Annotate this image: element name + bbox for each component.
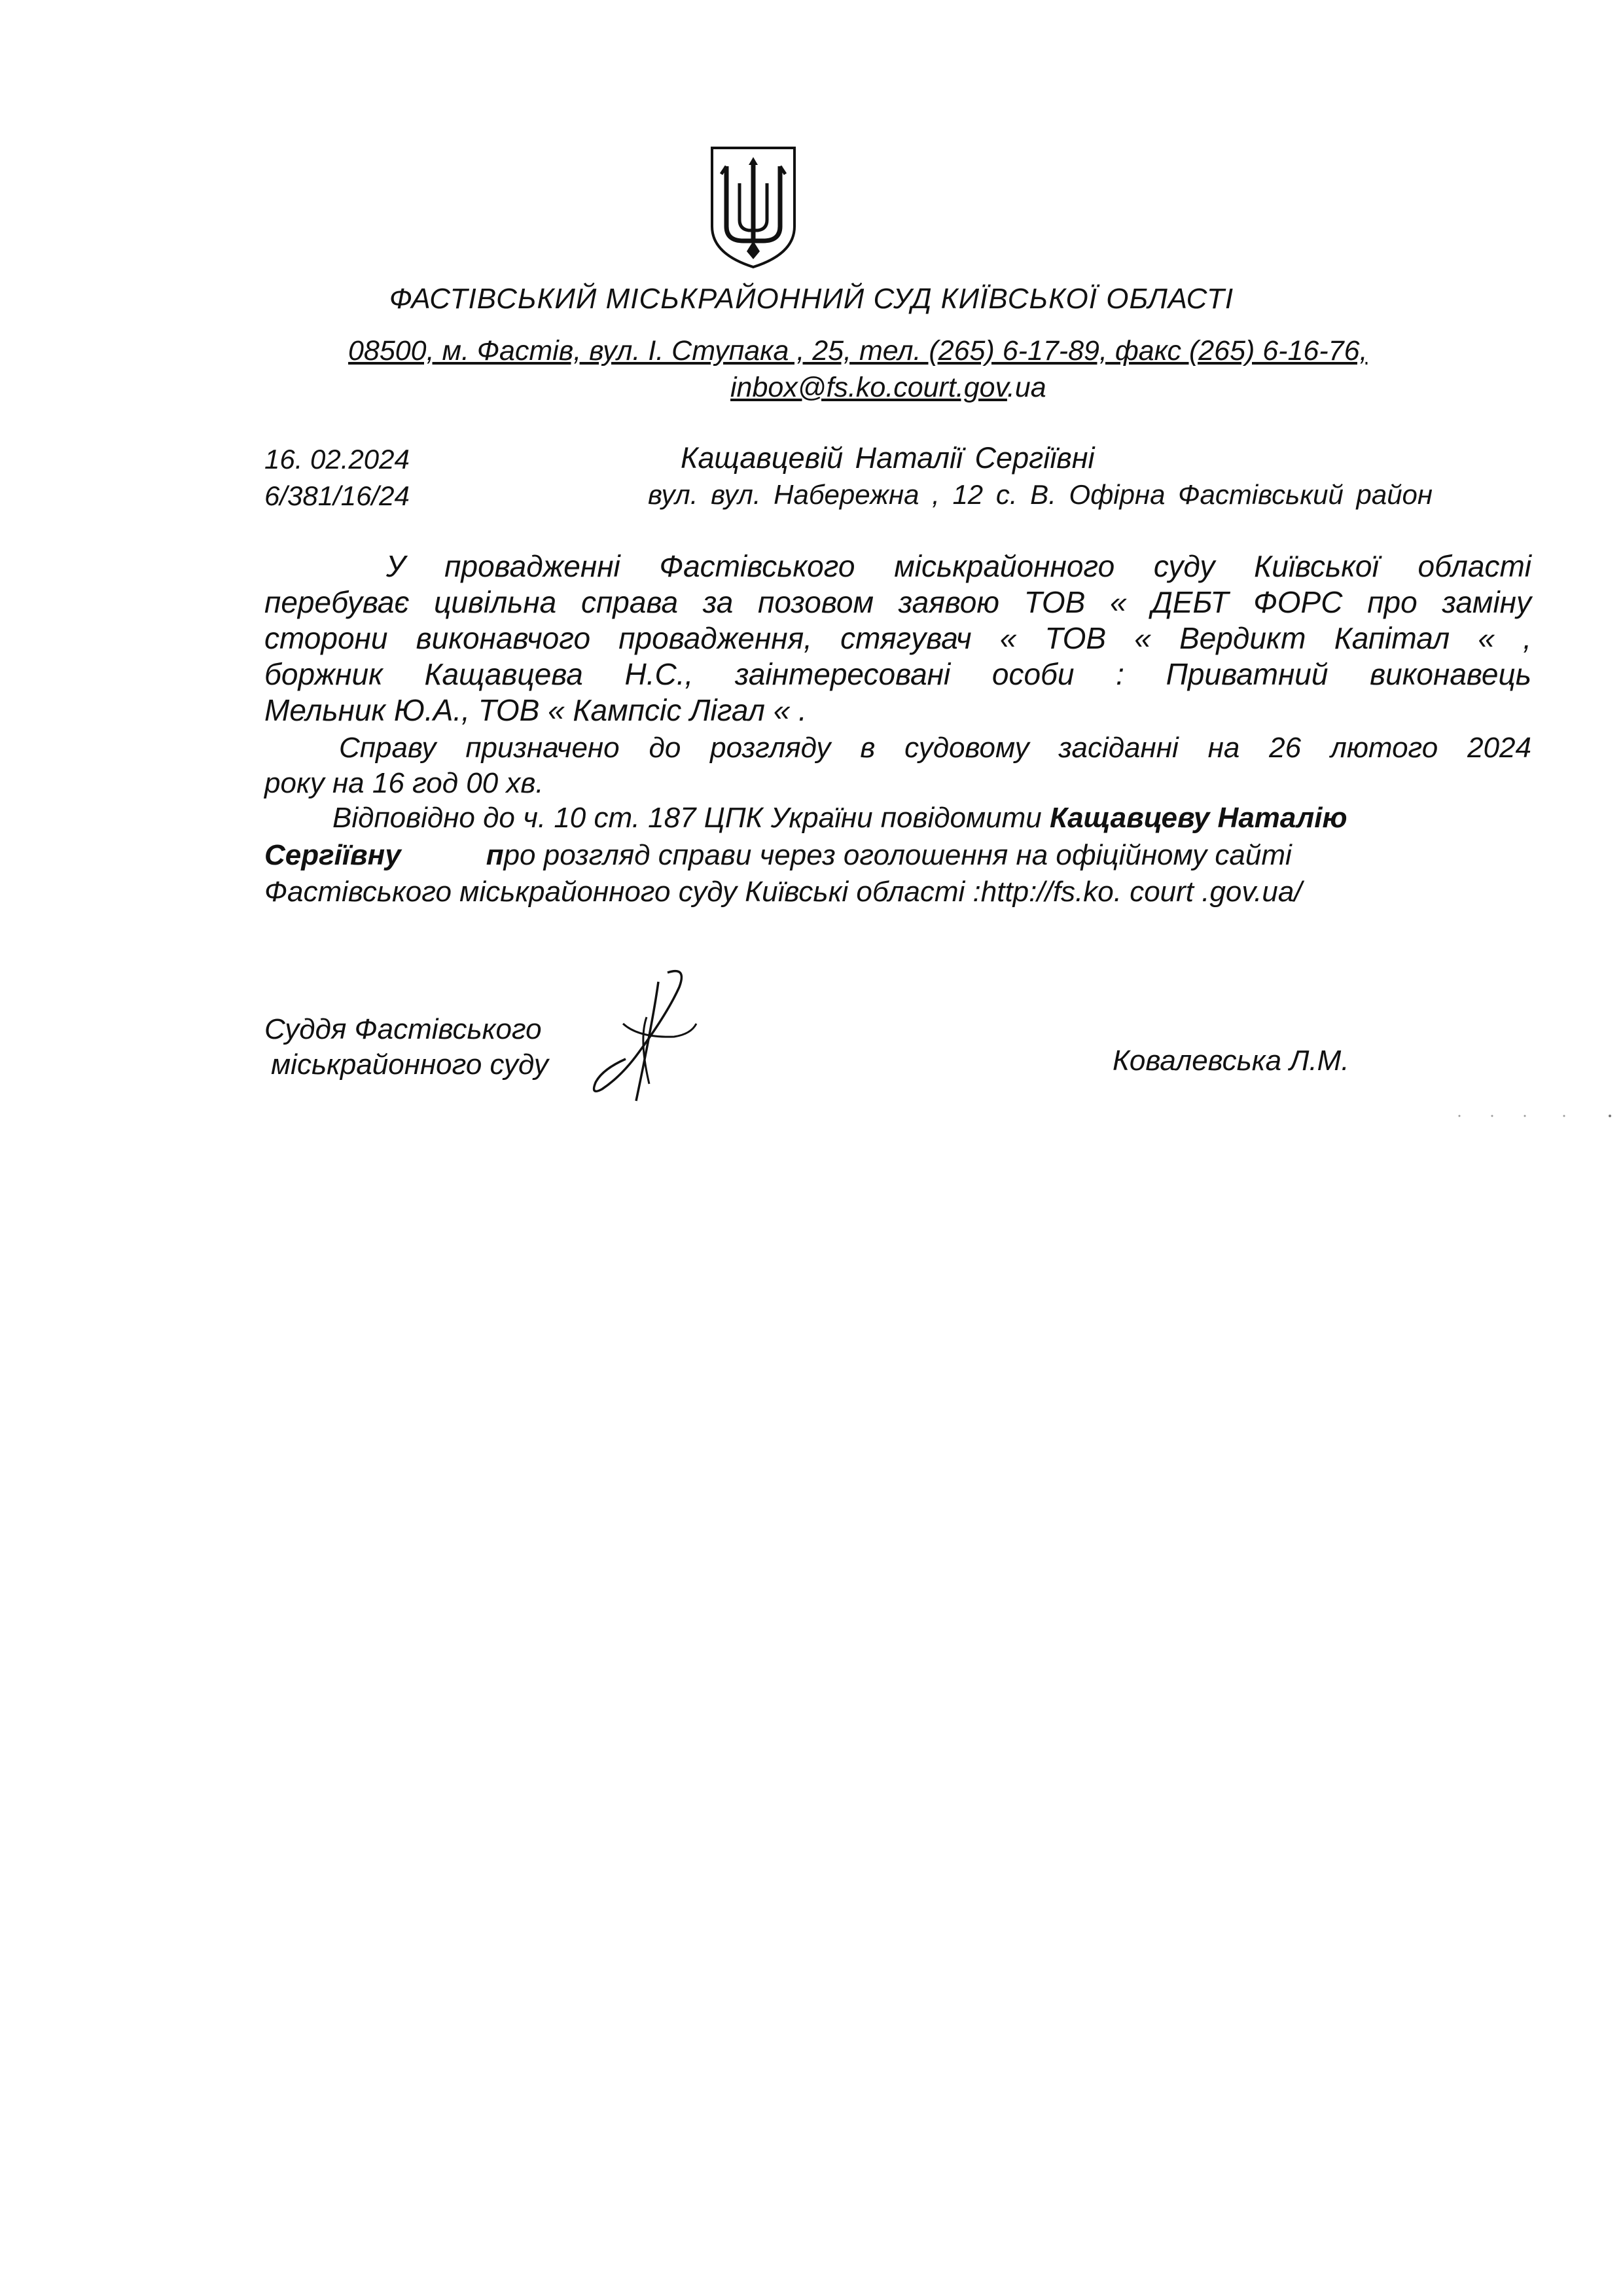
scan-artifact [1453,1113,1616,1119]
court-address: 08500, м. Фастів, вул. І. Ступака , 25, тел. (265) 6-17-89, факс (265) 6-16-76, [348,335,1368,367]
reference-number: 6/381/16/24 [264,480,410,511]
p3-prefix: Відповідно до ч. 10 ст. 187 ЦПК України повідомити [332,802,1050,834]
email-underlined: inbox@fs.ko.court.gov [730,372,1007,403]
p3-bold-name: Кащавцеву Наталію [1050,802,1347,834]
body-p2-line: Справу призначено до розгляду в судовому засіданні на 26 лютого 2024 [339,732,1531,764]
signature-title-line1: Суддя Фастівського [264,1013,542,1045]
email-suffix: .ua [1007,372,1046,403]
court-email [730,372,1046,404]
body-p2-line: року на 16 год 00 хв. [264,767,544,799]
signature-title-line2: міськрайонного суду [271,1049,548,1081]
body-p1-line: сторони виконавчого провадження, стягувач « ТОВ « Вердикт Капітал « , [264,621,1531,655]
handwritten-signature [576,961,700,1111]
trident-icon [705,143,801,271]
body-p1-line: боржник Кащавцева Н.С., заінтересовані особи : Приватний виконавець [264,657,1531,691]
judge-name: Ковалевська Л.М. [1113,1045,1349,1077]
body-p3-line2 [264,839,1292,872]
body-p3-line1 [332,802,1347,834]
p3-rest: ро розгляд справи через оголошення на офіційному сайті [503,839,1292,871]
p3-bold-p: п [486,839,504,871]
body-p1-line: У провадженні Фастівського міськрайонного суду Київської області [386,549,1531,583]
body-p1-line: перебуває цивільна справа за позовом заявою ТОВ « ДЕБТ ФОРС про заміну [264,585,1531,619]
recipient-address: вул. вул. Набережна , 12 с. В. Офірна Фастівський район [648,479,1433,510]
body-p1-line: Мельник Ю.А., ТОВ « Кампсіс Лігал « . [264,693,807,727]
recipient-name: Кащавцевій Наталії Сергіївні [681,441,1095,475]
p3-bold-patronymic: Сергіївну [264,839,401,871]
body-p3-line3: Фастівського міськрайонного суду Київські області :http://fs.ko. court .gov.ua/ [264,876,1302,908]
court-title: ФАСТІВСЬКИЙ МІСЬКРАЙОННИЙ СУД КИЇВСЬКОЇ ОБЛАСТІ [389,283,1234,315]
document-date: 16. 02.2024 [264,444,410,475]
